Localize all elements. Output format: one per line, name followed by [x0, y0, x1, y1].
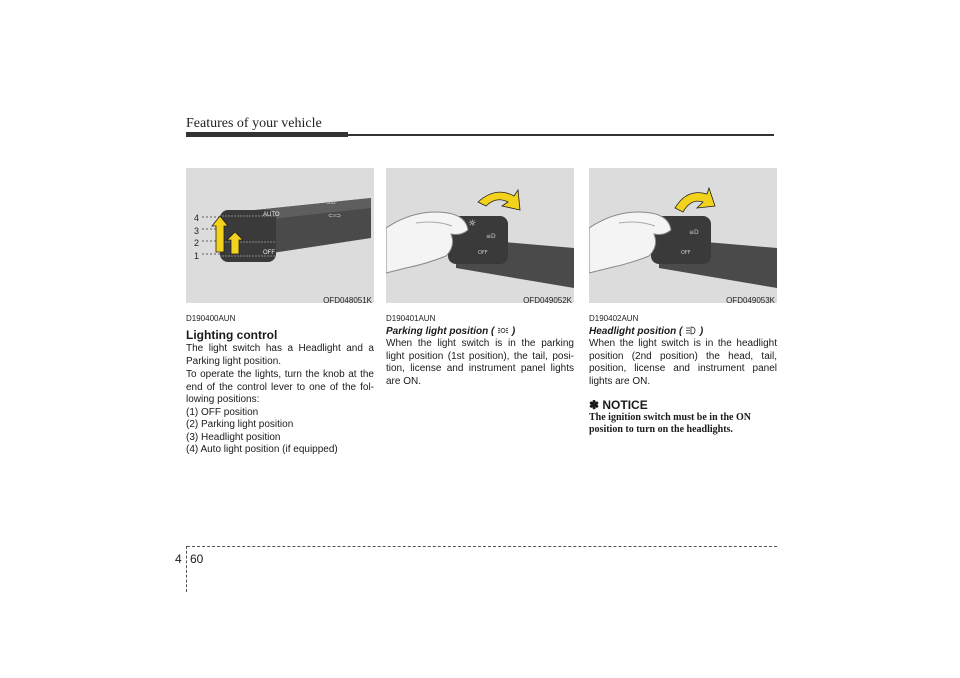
position-label-3: 3 [194, 225, 200, 236]
paragraph: The light switch has a Headlight and a Parking light position. [186, 343, 374, 367]
svg-text:OFF: OFF [681, 250, 691, 256]
headlight-figure [589, 168, 777, 303]
switch-label-auto: AUTO [263, 212, 280, 218]
section-title: Headlight position ( ) [589, 326, 704, 337]
notice-title: ✽ NOTICE [589, 398, 648, 412]
footer-rule [187, 546, 777, 547]
section-code: D190402AUN [589, 314, 639, 323]
page-number: 60 [190, 552, 204, 566]
position-label-1: 1 [194, 250, 200, 261]
section-title: Parking light position ( ) [386, 326, 516, 337]
paragraph: To operate the lights, turn the knob at the end of the control lever to one of the fol-lowing positions: [186, 369, 374, 405]
svg-text:≡D: ≡D [486, 233, 496, 240]
parking-light-section [386, 168, 574, 388]
notice-text: The ignition switch must be in the ON position to turn on the headlights. [589, 412, 751, 435]
position-label-4: 4 [194, 213, 200, 223]
paragraph: When the light switch is in the parking light position (1st position), the tail, posi-tion, license and instrument panel lights are ON. [386, 338, 574, 387]
parking-light-icon [497, 326, 509, 335]
chapter-number: 4 [175, 552, 182, 566]
svg-text:≡D: ≡D [689, 229, 699, 236]
lighting-control-figure [186, 168, 374, 303]
page-header-title: Features of your vehicle [186, 116, 322, 131]
footer-vertical-rule [186, 546, 187, 592]
position-label-2: 2 [194, 238, 200, 248]
lighting-control-section [186, 168, 374, 457]
svg-text:≡D: ≡D [326, 199, 336, 206]
paragraph: When the light switch is in the headlight position (2nd position) the head, tail, position, license and instrument panel lights are ON. [589, 338, 777, 387]
header-rule-thick [186, 132, 348, 137]
list-item: (2) Parking light position [186, 419, 294, 430]
parking-light-figure [386, 168, 574, 303]
section-code: D190401AUN [386, 314, 436, 323]
header-rule-thin [348, 134, 774, 136]
svg-text:OFF: OFF [478, 250, 488, 256]
svg-text:⇦⇨: ⇦⇨ [328, 211, 342, 220]
section-title: Lighting control [186, 328, 278, 342]
list-item: (1) OFF position [186, 406, 259, 418]
svg-text:☼: ☼ [468, 219, 477, 229]
switch-label-off: OFF [263, 250, 275, 256]
figure-code: OFD049053K [726, 296, 775, 303]
figure-code: OFD048051K [323, 296, 372, 303]
list-item: (3) Headlight position [186, 431, 281, 443]
headlight-section [589, 168, 777, 436]
figure-code: OFD049052K [523, 296, 572, 303]
section-code: D190400AUN [186, 314, 236, 323]
headlight-icon [685, 326, 697, 335]
list-item: (4) Auto light position (if equipped) [186, 444, 338, 455]
